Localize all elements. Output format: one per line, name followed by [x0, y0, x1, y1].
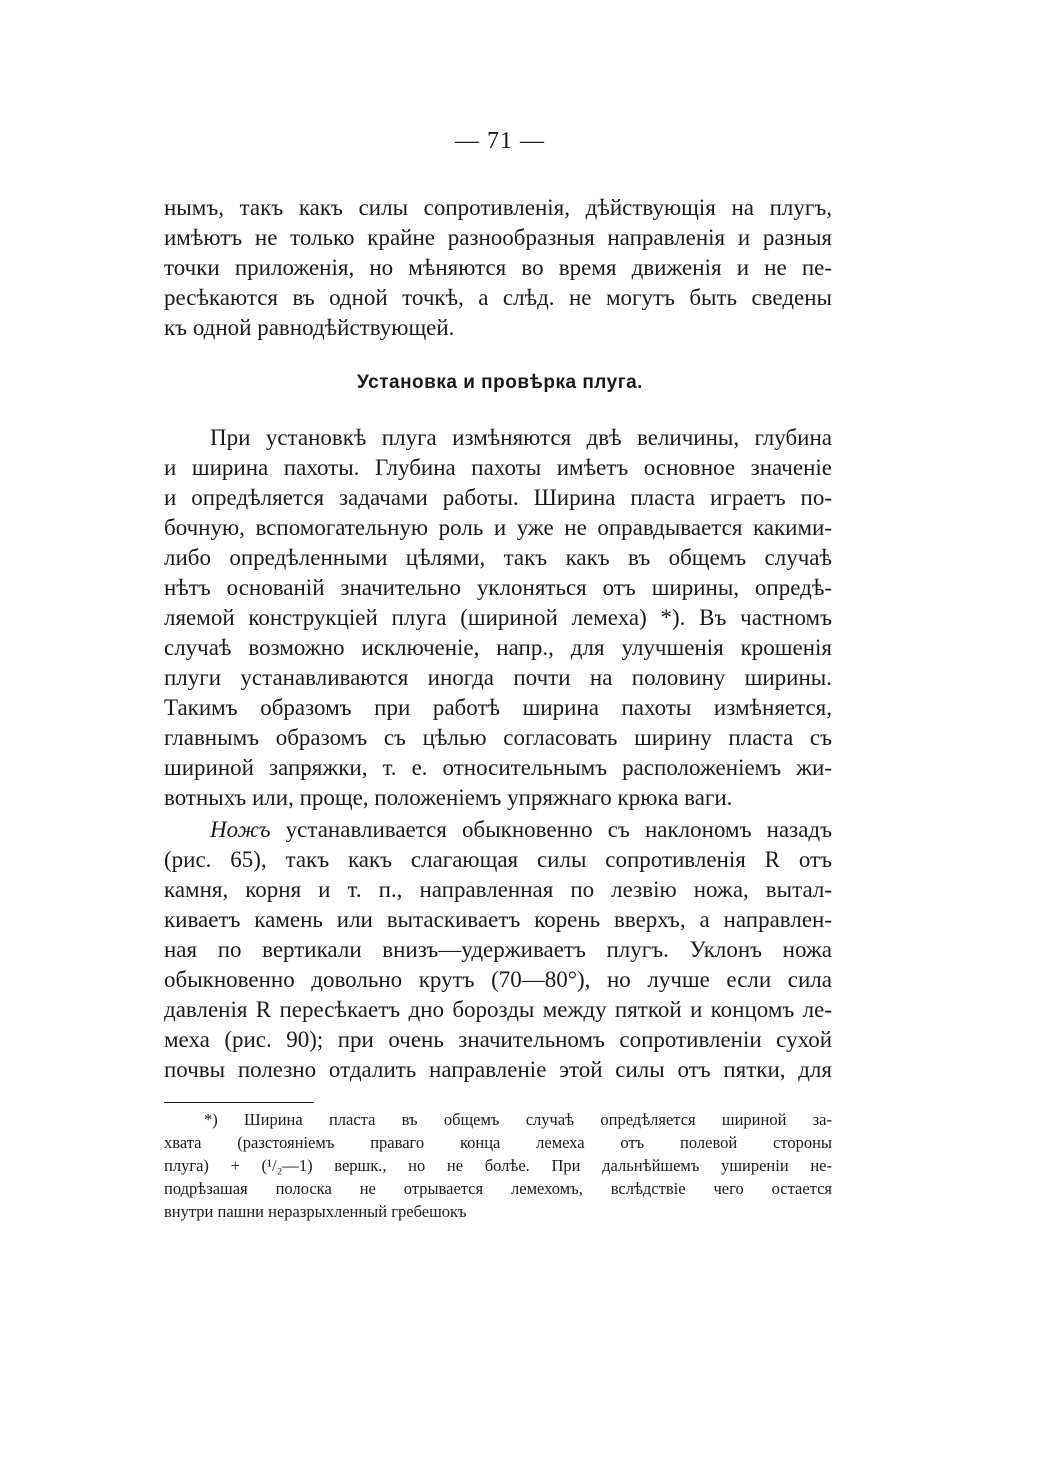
text-line: и ширина пахоты. Глубина пахоты имѣетъ основное значеніе [164, 455, 832, 480]
text-line: и опредѣляется задачами работы. Ширина пласта играетъ по- [164, 485, 832, 510]
text-line: главнымъ образомъ съ цѣлью согласовать ширину пласта съ [164, 725, 832, 750]
text-line: Такимъ образомъ при работѣ ширина пахоты измѣняется, [164, 695, 832, 720]
text-line: нымъ, такъ какъ силы сопротивленія, дѣйствующія на плугъ, [164, 195, 832, 220]
lead-word: Ножъ [210, 817, 271, 842]
text-line: точки приложенія, но мѣняются во время движенія и не пе- [164, 255, 832, 280]
footnote-line: *) Ширина пласта въ общемъ случаѣ опредѣляется шириной за- [204, 1110, 832, 1129]
section-heading: Установка и провѣрка плуга. [357, 372, 643, 393]
footnote-line: хвата (разстояніемъ праваго конца лемеха отъ полевой стороны [164, 1133, 832, 1152]
text-line: почвы полезно отдалить направленіе этой силы отъ пятки, для [164, 1057, 832, 1082]
text-line: давленія R пересѣкаетъ дно борозды между пяткой и концомъ ле- [164, 997, 832, 1022]
text-line: имѣютъ не только крайне разнообразныя направленія и разныя [164, 225, 832, 250]
page-number: — 71 — [455, 128, 545, 154]
text-line: случаѣ возможно исключеніе, напр., для улучшенія крошенія [164, 635, 832, 660]
paragraph-plough-setup [164, 423, 832, 813]
paragraph-coulter [164, 815, 832, 1085]
text-line: плуги устанавливаются иногда почти на половину ширины. [164, 665, 832, 690]
text-line: вотныхъ или, проще, положеніемъ упряжнаго крюка ваги. [164, 785, 733, 810]
text-line: камня, корня и т. п., направленная по лезвію ножа, вытал- [164, 877, 832, 902]
text-line: ляемой конструкціей плуга (шириной лемеха) *). Въ частномъ [164, 605, 832, 630]
text-line-rest: устанавливается обыкновенно съ наклономъ назадъ [270, 817, 832, 842]
text-line: При установкѣ плуга измѣняются двѣ величины, глубина [210, 425, 832, 450]
text-line: (рис. 65), такъ какъ слагающая силы сопротивленія R отъ [164, 847, 832, 872]
text-line: ресѣкаются въ одной точкѣ, а слѣд. не могутъ быть сведены [164, 285, 832, 310]
text-line: шириной запряжки, т. е. относительнымъ расположеніемъ жи- [164, 755, 832, 780]
paragraph-continuation [164, 193, 832, 343]
footnote-line: плуга) + (¹/₂—1) вершк., но не болѣе. При дальнѣйшемъ уширеніи не- [164, 1156, 832, 1175]
text-line: къ одной равнодѣйствующей. [164, 315, 455, 340]
text-line: ная по вертикали внизъ—удерживаетъ плугъ. Уклонъ ножа [164, 937, 832, 962]
text-line: нѣтъ основаній значительно уклоняться отъ ширины, опредѣ- [164, 575, 832, 600]
footnote-line: внутри пашни неразрыхленный гребешокъ [164, 1202, 467, 1221]
footnote [164, 1108, 832, 1223]
text-line: обыкновенно довольно крутъ (70—80°), но лучше если сила [164, 967, 832, 992]
text-line: либо опредѣленными цѣлями, такъ какъ въ общемъ случаѣ [164, 545, 832, 570]
text-line: меха (рис. 90); при очень значительномъ сопротивленіи сухой [164, 1027, 832, 1052]
text-line: бочную, вспомогательную роль и уже не оправдывается какими- [164, 515, 832, 540]
footnote-line: подрѣзашая полоска не отрывается лемехомъ, вслѣдствіе чего остается [164, 1179, 832, 1198]
footnote-divider [164, 1102, 314, 1103]
text-line [164, 815, 832, 845]
text-line: киваетъ камень или вытаскиваетъ корень вверхъ, а направлен- [164, 907, 832, 932]
